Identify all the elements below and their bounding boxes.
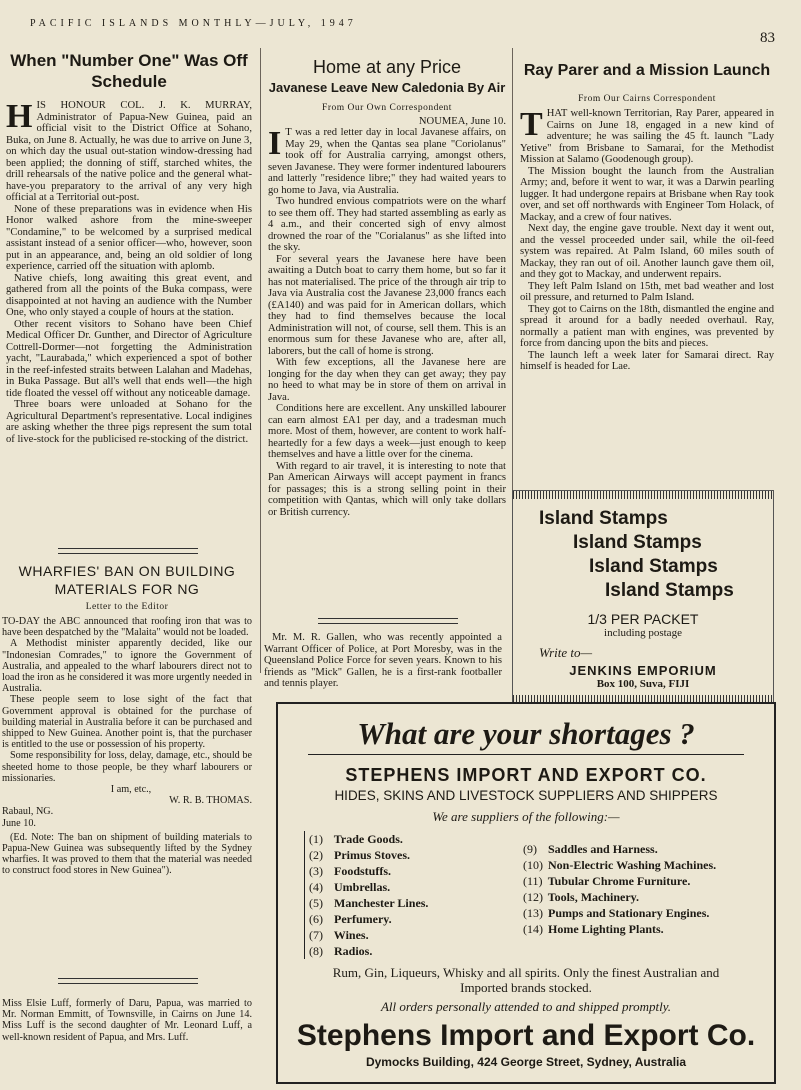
- paragraph: HAT well-known Territorian, Ray Parer, appeared in Cairns on June 18, engaged in a new kind of adventure; he was sailing the 45 ft. launch "Lady Yetive" from Brisbane to Samarai, for the Methodist Mission at Salamo (Goodenough group).: [520, 108, 774, 165]
- place: Rabaul, NG.: [2, 806, 54, 818]
- ad-orders: All orders personally attended to and shipped promptly.: [380, 999, 672, 1014]
- paragraph: A Methodist minister apparently decided, like our "Indonesian Comrades," to ignore the Government of Australia, and appealed to the wharf labourers direct not to load the iron as he considered it was more urgently needed in Australia.: [2, 638, 252, 695]
- paragraph: Next day, the engine gave trouble. Next day it went out, and the vessel proceeded under sail, while the oil-feed system was repaired. At Palm Island, 60 miles south of Mackay, they ran out of oil. Another launch gave them oil, and they got to Mackay, and underwent repairs.: [520, 223, 774, 280]
- product-name: Perfumery.: [331, 912, 392, 926]
- product-number: (3): [309, 864, 323, 878]
- paragraph: Other recent visitors to Sohano have been Chief Medical Officer Dr. Gunther, and Director of Agriculture Cottrell-Dormer—not forgetting the Administration yacht, "Laurabada," which experienced a spot of bother in the reef-infested straits between Lalahan and Madehas, in Buka Passage. But all's well that ends well—the high tide floated the vessel off without any noticeable damage.: [6, 318, 252, 399]
- paragraph: Native chiefs, long awaiting this great event, and gathered from all the points of the Buka compass, were disappointed at not having an audience with the Number One, who only stayed a couple of hours at the station.: [6, 272, 252, 318]
- product-item: [309, 863, 523, 879]
- page-number: 83: [760, 30, 775, 46]
- product-number: (14): [523, 922, 543, 936]
- product-item: [523, 905, 753, 921]
- closing: I am, etc.,: [110, 784, 152, 796]
- product-name: Radios.: [331, 944, 373, 958]
- stamps-line: Island Stamps: [539, 508, 668, 529]
- product-item: [523, 889, 753, 905]
- postage-note: including postage: [604, 627, 682, 639]
- product-item: [309, 879, 523, 895]
- product-number: (9): [523, 842, 537, 856]
- paragraph: These people seem to lose sight of the fact that Government approval is obtained for the purchase of building material in Australia before it can be purchased and shipped to New Guinea. Another point is, that the purchaser is entitled to the use or possession of his property.: [2, 694, 252, 751]
- paragraph: They left Palm Island on 15th, met bad weather and lost oil pressure, and returned to Palm Island.: [520, 280, 774, 303]
- ad-tagline: HIDES, SKINS AND LIVESTOCK SUPPLIERS AND SHIPPERS: [334, 788, 718, 803]
- drop-cap: H: [6, 98, 33, 135]
- product-item: [523, 857, 753, 873]
- paragraph: Two hundred envious compatriots were on the wharf to see them off. They had started assembling as early as 4 a.m., and their concerted sigh of envy almost drowned the roar of the "Corialanus" as she lifted into the sky.: [268, 196, 506, 253]
- stamps-line: Island Stamps: [573, 532, 702, 553]
- paragraph: Miss Elsie Luff, formerly of Daru, Papua, was married to Mr. Norman Emmitt, of Townsville, in Cairns on June 14. Miss Luff is the second daughter of Mr. Leonard Luff, a well-known resident of Papua, and Mrs. Luff.: [2, 998, 252, 1043]
- column-rule: [512, 48, 513, 498]
- paragraph: IS HONOUR COL. J. K. MURRAY, Administrator of Papua-New Guinea, paid an official visit to the District Office at Sohano, Buka, on June 8. Actually, he was due to arrive on June 3, on which day the usual out-station window-dressing had been applied; the donning of stiff, starched whites, the drill rehearsals of the native police and the general what-have-you preparatory to the arrival of any very high official at a Territorial out-post.: [6, 100, 252, 203]
- product-number: (2): [309, 848, 323, 862]
- paragraph: Mr. M. R. Gallen, who was recently appointed a Warrant Officer of Police, at Port Moresby, was in the Queensland Police Force for seven years. Known to his friends as "Mick" Gallen, he is a first-rank footballer and tennis player.: [264, 632, 502, 689]
- byline: From Our Own Correspondent: [322, 103, 452, 113]
- product-number: (13): [523, 906, 543, 920]
- editor-note: (Ed. Note: The ban on shipment of building materials to Papua-New Guinea was subsequently lifted by the Sydney wharfies. It was proved to them that the material was needed to construct food stores in New Guinea").: [2, 831, 252, 877]
- divider: [58, 978, 198, 984]
- headline: Ray Parer and a Mission Launch: [523, 62, 771, 79]
- product-name: Pumps and Stationary Engines.: [545, 906, 710, 920]
- product-number: (10): [523, 858, 543, 872]
- product-number: (11): [523, 874, 543, 888]
- product-number: (5): [309, 896, 323, 910]
- product-number: (6): [309, 912, 323, 926]
- paragraph: Some responsibility for loss, delay, damage, etc., should be sheeted home to those people, be they wharf labourers or missionaries.: [2, 750, 252, 784]
- product-name: Trade Goods.: [331, 832, 403, 846]
- product-number: (8): [309, 944, 323, 958]
- article-ray-parer: [520, 60, 774, 373]
- dateline: NOUMEA, June 10.: [418, 116, 506, 127]
- product-item: [309, 895, 523, 911]
- paragraph: With few exceptions, all the Javanese here are longing for the day when they can get away; they pay no heed to what may be in store of them on arrival in Java.: [268, 357, 506, 403]
- write-to: Write to—: [539, 645, 593, 660]
- headline: Javanese Leave New Caledonia By Air: [268, 80, 506, 95]
- product-list-right: [523, 831, 753, 959]
- product-name: Tools, Machinery.: [545, 890, 640, 904]
- paragraph: With regard to air travel, it is interesting to note that Pan American Airways will accept payment in francs for passages; this is a strong selling point in their competition with Qantas, which will only take dollars or British currency.: [268, 460, 506, 518]
- ad-liquor: Rum, Gin, Liqueurs, Whisky and all spirits. Only the finest Australian and Imported brands stocked.: [332, 965, 720, 995]
- product-number: (7): [309, 928, 323, 942]
- date: June 10.: [2, 817, 36, 829]
- product-name: Manchester Lines.: [331, 896, 429, 910]
- gallen-notice: [264, 632, 502, 690]
- paragraph: T was a red letter day in local Javanese affairs, on May 29, when the Qantas sea plane "Coriolanus" took off for Australia carrying, amongst others, seven Javanese. They were former indentured labourers and latterly "residence libre;" they had waited years to go home to Java, via Australia.: [268, 127, 506, 196]
- product-list-left: [304, 831, 523, 959]
- article-javanese: [268, 56, 506, 518]
- paragraph: Conditions here are excellent. Any unskilled labourer can earn almost £A1 per day, and a tradesman much more. Most of them, however, are content to work half-heartedly for a few days a week—just enough to keep themselves and have a little over for the cinema.: [268, 403, 506, 460]
- drop-cap: T: [520, 106, 543, 143]
- paragraph: They got to Cairns on the 18th, dismantled the engine and spread it around for a badly needed overhaul. Ray, normally a patient man with engines, was prevented by force from dancing upon the bits and pieces.: [520, 303, 774, 349]
- address: Box 100, Suva, FIJI: [596, 678, 690, 690]
- article-body: [268, 127, 506, 518]
- rule: [308, 754, 744, 755]
- ad-address: Dymocks Building, 424 George Street, Sydney, Australia: [365, 1055, 687, 1069]
- paragraph: Three boars were unloaded at Sohano for the Agricultural Department's representative. Local indigines are asking whether the three pigs represent the sum total of live-stock for the publicised re-stocking of the district.: [6, 399, 252, 445]
- drop-cap: I: [268, 125, 282, 162]
- paragraph: For several years the Javanese here have been awaiting a Dutch boat to carry them home, but so far it has not materialised. The price of the through air trip to Java via Australia cost the Javanese 23,000 francs each (£A140) and was paid for in American dollars, which they had to find themselves because the local Administration will not, of course, sell them. This is an enormous sum for these Javanese who are, after all, laborers, but the call of home is strong.: [268, 253, 506, 357]
- product-item: [309, 831, 523, 847]
- article-body: [2, 616, 252, 877]
- product-item: [309, 847, 523, 863]
- ad-intro: We are suppliers of the following:—: [432, 809, 620, 824]
- price: 1/3 PER PACKET: [587, 611, 699, 627]
- product-name: Tubular Chrome Furniture.: [545, 874, 691, 888]
- stamps-line: Island Stamps: [589, 556, 718, 577]
- ad-headline: What are your shortages ?: [357, 716, 695, 751]
- headline: WHARFIES' BAN ON BUILDING MATERIALS FOR NG: [18, 563, 236, 597]
- product-item: [309, 943, 523, 959]
- article-wharfies: [2, 562, 252, 877]
- wedding-notice: [2, 998, 252, 1043]
- divider: [58, 548, 198, 554]
- paragraph: The launch left a week later for Samarai direct. Ray himself is headed for Lae.: [520, 349, 774, 372]
- paragraph: None of these preparations was in evidence when His Honor walked ashore from the mine-sweeper "Condamine," to be welcomed by a surprised medical assistant instead of a senior officer—who, however, soon put in an appearance, and, being an old soldier of long experience, carried off the situation with aplomb.: [6, 203, 252, 272]
- product-name: Primus Stoves.: [331, 848, 410, 862]
- decorative-border: [513, 491, 773, 499]
- product-item: [523, 841, 753, 857]
- divider: [318, 618, 458, 624]
- product-lists: [278, 831, 774, 959]
- stephens-ad: [276, 702, 776, 1084]
- product-name: Wines.: [331, 928, 369, 942]
- product-number: (4): [309, 880, 323, 894]
- product-item: [309, 911, 523, 927]
- product-item: [523, 921, 753, 937]
- paragraph: The Mission bought the launch from the Australian Army; and, before it went to war, it was a Darwin pearling lugger. It had undergone repairs at Brisbane when Ray took over, and set off northwards with Engineer Tom Holack, of Mackay, and a crew of four natives.: [520, 165, 774, 223]
- article-body: [520, 108, 774, 373]
- ad-logo: Stephens Import and Export Co.: [296, 1019, 756, 1052]
- product-name: Umbrellas.: [331, 880, 391, 894]
- headline: When "Number One" Was Off Schedule: [10, 51, 248, 91]
- company-name: JENKINS EMPORIUM: [569, 663, 717, 678]
- column-rule: [260, 48, 261, 673]
- byline: Letter to the Editor: [85, 602, 169, 612]
- product-name: Home Lighting Plants.: [545, 922, 664, 936]
- stamps-line: Island Stamps: [605, 580, 734, 601]
- product-number: (12): [523, 890, 543, 904]
- product-name: Foodstuffs.: [331, 864, 392, 878]
- article-body: [6, 100, 252, 445]
- paragraph: TO-DAY the ABC announced that roofing iron that was to have been despatched by the "Malaita" would not be loaded.: [2, 616, 252, 639]
- signature: W. R. B. THOMAS.: [169, 795, 252, 807]
- article-number-one: [6, 50, 252, 445]
- island-stamps-ad: [512, 490, 774, 704]
- product-item: [309, 927, 523, 943]
- ad-company: STEPHENS IMPORT AND EXPORT CO.: [345, 765, 707, 785]
- product-item: [523, 873, 753, 889]
- running-head: PACIFIC ISLANDS MONTHLY—JULY, 1947: [30, 18, 357, 29]
- product-name: Saddles and Harness.: [545, 842, 658, 856]
- kicker: Home at any Price: [312, 57, 462, 77]
- byline: From Our Cairns Correspondent: [578, 94, 716, 104]
- product-number: (1): [309, 832, 323, 846]
- stamps-lines: [513, 499, 773, 603]
- product-name: Non-Electric Washing Machines.: [545, 858, 717, 872]
